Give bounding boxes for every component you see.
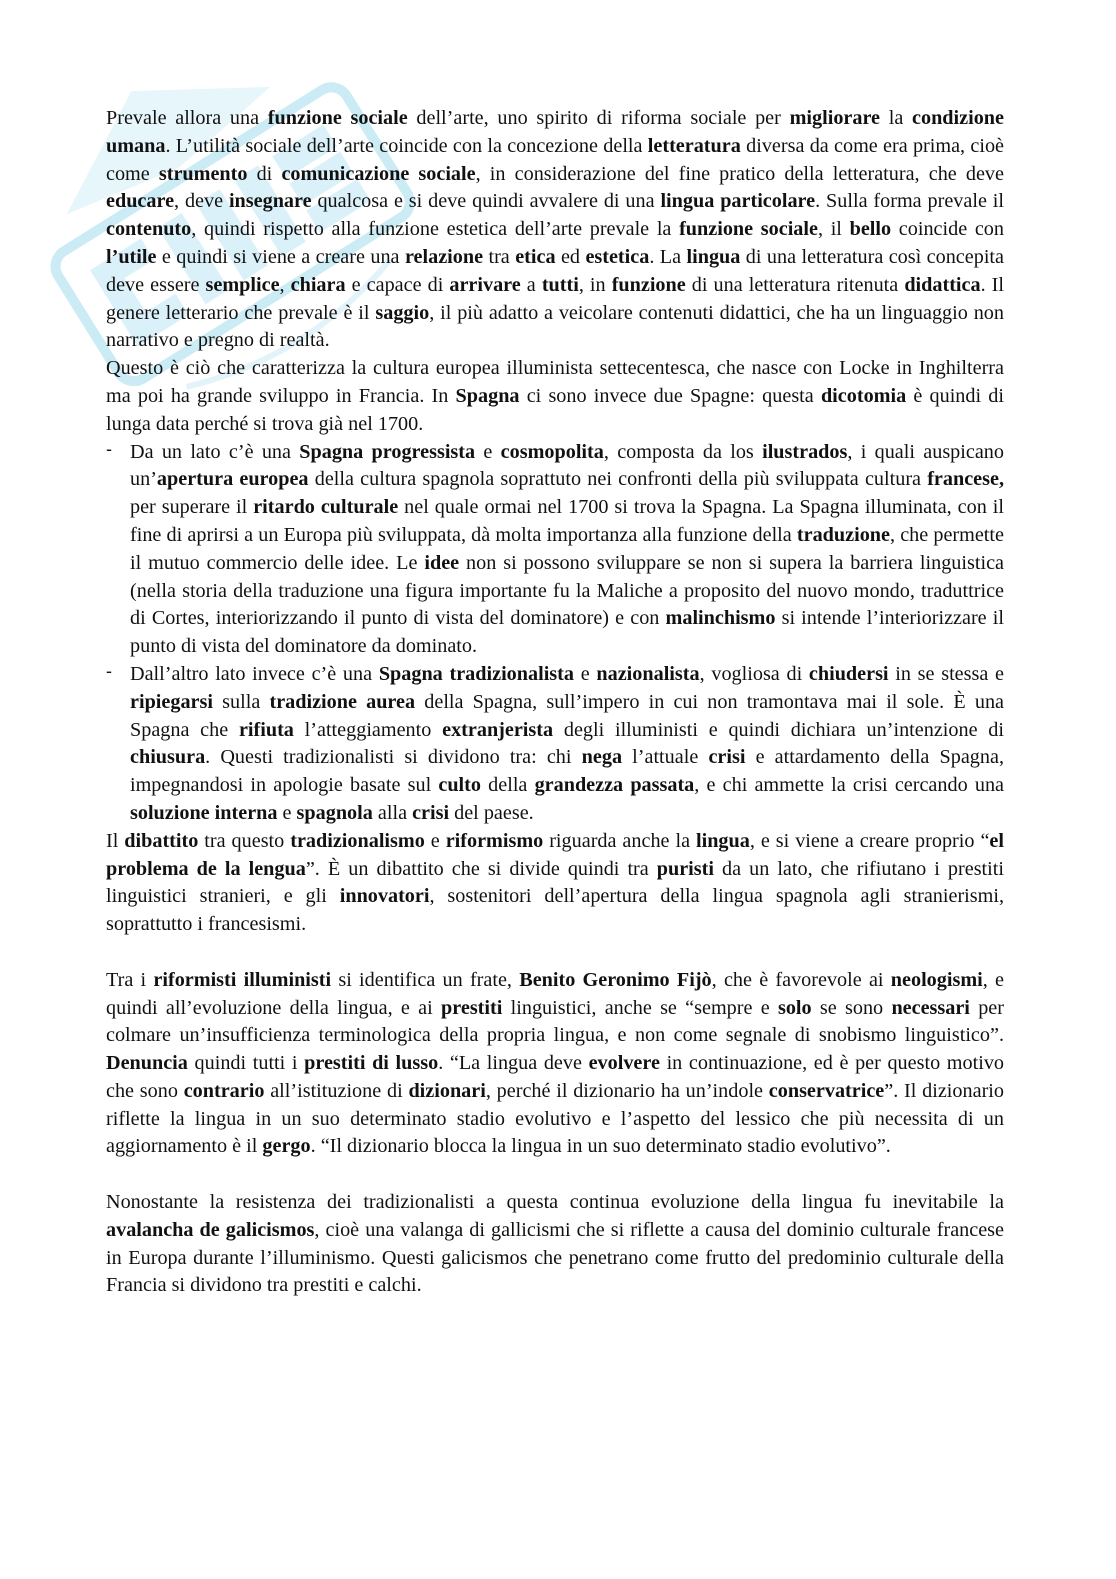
- bold-term: chiudersi: [808, 662, 889, 685]
- text-run: , vogliosa di: [699, 662, 809, 685]
- bold-term: spagnola: [296, 801, 373, 824]
- text-run: Il: [106, 829, 125, 852]
- text-run: , che è favorevole ai: [711, 968, 891, 991]
- text-run: , e si viene a creare proprio “: [749, 829, 990, 852]
- bold-term: funzione sociale: [267, 107, 408, 129]
- bold-term: funzione sociale: [679, 218, 818, 241]
- text-run: tra: [483, 245, 516, 268]
- text-run: . Questi tradizionalisti si dividono tra: chi: [205, 746, 582, 769]
- bold-term: tradizionalismo: [290, 829, 425, 852]
- bold-term: tutti: [541, 273, 579, 296]
- bold-term: neologismi: [890, 968, 983, 991]
- text-run: , e quindi all’evoluzione della lingua, e ai: [106, 968, 1004, 1019]
- bold-term: ritardo culturale: [253, 496, 399, 519]
- text-run: alla: [372, 801, 413, 824]
- bold-term: lingua particolare: [660, 190, 816, 213]
- bold-term: riformisti illuministi: [153, 968, 332, 991]
- text-run: , perché il dizionario ha un’indole: [485, 1079, 769, 1102]
- bold-term: strumento: [158, 162, 248, 185]
- paragraph: [106, 105, 1004, 355]
- text-run: quindi tutti i: [187, 1052, 305, 1075]
- bold-term: nega: [581, 746, 623, 769]
- bold-term: contrario: [183, 1079, 265, 1102]
- text-run: diversa da come era prima, cioè come: [106, 134, 1005, 185]
- bold-term: traduzione: [796, 523, 890, 546]
- text-run: all’istituzione di: [264, 1079, 409, 1102]
- bold-term: contenuto: [106, 218, 192, 241]
- bold-term: evolvere: [588, 1052, 660, 1075]
- text-run: , composta da los: [603, 440, 763, 463]
- text-run: e: [573, 662, 597, 685]
- text-run: si intende l’interiorizzare il punto di vista del dominatore da dominato.: [130, 607, 1004, 658]
- text-run: di: [247, 162, 282, 185]
- bold-term: insegnare: [228, 190, 312, 213]
- text-run: . La: [649, 245, 687, 268]
- bold-term: idee: [424, 551, 460, 574]
- text-run: di una letteratura così concepita deve essere: [106, 245, 1004, 296]
- bold-term: migliorare: [789, 107, 881, 129]
- bold-term: condizione umana: [106, 107, 1004, 157]
- bold-term: culto: [438, 774, 481, 797]
- text-run: degli illuministi e quindi dichiara un’intenzione di: [553, 718, 1004, 741]
- text-run: ci sono invece due Spagne: questa: [519, 384, 821, 407]
- text-run: Dall’altro lato invece c’è una: [130, 662, 379, 685]
- bold-term: rifiuta: [238, 718, 294, 741]
- text-run: tra questo: [198, 829, 291, 852]
- text-run: , sostenitori dell’apertura della lingua spagnola agli stranierismi, soprattutto i francesismi.: [106, 885, 1004, 936]
- text-run: , i quali auspicano un’: [130, 440, 1004, 491]
- bold-term: riformismo: [445, 829, 544, 852]
- bold-term: educare: [106, 190, 175, 213]
- text-run: . Sulla forma prevale il: [815, 190, 1005, 213]
- bold-term: solo: [777, 996, 812, 1019]
- text-run: , deve: [174, 190, 229, 213]
- paragraph: [106, 828, 1004, 939]
- bold-term: el problema de la lengua: [106, 829, 1004, 880]
- text-run: riguarda anche la: [543, 829, 696, 852]
- bold-term: chiusura: [130, 746, 206, 769]
- bold-term: innovatori: [339, 885, 430, 908]
- bold-term: grandezza passata: [534, 774, 695, 797]
- text-run: , in: [578, 273, 612, 296]
- text-run: per superare il: [130, 496, 254, 519]
- bold-term: funzione: [611, 273, 686, 296]
- text-run: , quindi rispetto alla funzione estetica dell’arte prevale la: [191, 218, 680, 241]
- text-run: sulla: [212, 690, 270, 713]
- text-run: Tra i: [106, 968, 154, 991]
- text-run: , cioè una valanga di gallicismi che si riflette a causa del dominio culturale francese in Europa durante l’illuminismo. Questi galicismos che penetrano come frutto del predominio culturale della Francia si dividono tra prestiti e calchi.: [106, 1218, 1004, 1297]
- text-run: da un lato, che rifiutano i prestiti linguistici stranieri, e gli: [106, 857, 1004, 908]
- text-run: Da un lato c’è una: [130, 440, 300, 463]
- bold-term: gergo: [262, 1135, 311, 1158]
- text-run: , e chi ammette la crisi cercando una: [694, 774, 1004, 797]
- text-run: a: [520, 273, 542, 296]
- text-run: ”. Il dizionario riflette la lingua in un suo determinato stadio evolutivo e l’aspetto del lessico che più necessita di un aggiornamento è il: [106, 1079, 1004, 1158]
- text-run: ed: [555, 245, 586, 268]
- bold-term: francese,: [927, 468, 1004, 491]
- bold-term: l’utile: [106, 245, 157, 268]
- bold-term: dicotomia: [820, 384, 907, 407]
- text-run: , il: [817, 218, 850, 241]
- bold-term: lingua: [695, 829, 750, 852]
- bold-term: semplice: [205, 273, 280, 296]
- text-run: dell’arte, uno spirito di riforma sociale per: [407, 107, 790, 129]
- paragraph-gap: [106, 1161, 1004, 1189]
- bold-term: didattica: [904, 273, 981, 296]
- bold-term: extranjerista: [442, 718, 554, 741]
- text-run: linguistici, anche se “sempre e: [502, 996, 778, 1019]
- text-run: e capace di: [345, 273, 450, 296]
- text-run: , in considerazione del fine pratico della letteratura, che deve: [475, 162, 1004, 185]
- text-run: . Il genere letterario che prevale è il: [106, 273, 1005, 324]
- bold-term: necessari: [891, 996, 970, 1019]
- text-run: e: [424, 829, 446, 852]
- bold-term: estetica: [585, 245, 650, 268]
- text-run: del paese.: [449, 801, 534, 824]
- bold-term: crisi: [708, 746, 746, 769]
- text-run: se sono: [811, 996, 892, 1019]
- bold-term: Benito Geronimo Fijò: [519, 968, 712, 991]
- bold-term: relazione: [404, 245, 484, 268]
- text-run: ,: [279, 273, 291, 296]
- text-run: della cultura spagnola soprattuto nei confronti della più sviluppata cultura: [308, 468, 928, 491]
- text-run: Nonostante la resistenza dei tradizionalisti a questa continua evoluzione della lingua fu inevitabile la: [106, 1191, 1004, 1214]
- bold-term: dibattito: [124, 829, 199, 852]
- text-run: della Spagna, sull’impero in cui non tramontava mai il sole. È una Spagna che: [130, 690, 1004, 741]
- bold-term: arrivare: [449, 273, 521, 296]
- text-run: qualcosa e si deve quindi avvalere di una: [311, 190, 661, 213]
- text-run: nel quale ormai nel 1700 si trova la Spagna. La Spagna illuminata, con il fine di aprirsi a un Europa più sviluppata, dà molta importanza alla funzione della: [130, 496, 1004, 546]
- text-run: e attardamento della Spagna, impegnandosi in apologie basate sul: [130, 746, 1004, 797]
- bold-term: comunicazione sociale: [281, 162, 476, 185]
- text-run: , il più adatto a veicolare contenuti didattici, che ha un linguaggio non narrativo e pregno di realtà.: [106, 301, 1004, 352]
- text-run: per colmare un’insufficienza terminologica della propria lingua, e non come segnale di snobismo linguistico”.: [106, 996, 1004, 1047]
- bold-term: Spagna progressista: [299, 440, 476, 463]
- text-run: l’atteggiamento: [293, 718, 443, 741]
- dash-list: [106, 439, 1004, 828]
- bold-term: apertura europea: [156, 468, 309, 491]
- bold-term: etica: [515, 245, 556, 268]
- text-run: . L’utilità sociale dell’arte coincide con la concezione della: [165, 134, 648, 157]
- bold-term: tradizione aurea: [269, 690, 416, 713]
- bold-term: Spagna tradizionalista: [378, 662, 574, 685]
- bold-term: dizionari: [408, 1079, 486, 1102]
- bold-term: chiara: [290, 273, 346, 296]
- paragraph: [106, 355, 1004, 438]
- bold-term: nazionalista: [596, 662, 700, 685]
- text-run: in continuazione, ed è per questo motivo che sono: [106, 1052, 1005, 1102]
- text-run: Questo è ciò che caratterizza la cultura europea illuminista settecentesca, che nasce con Locke in Inghilterra ma poi ha grande sviluppo in Francia. In: [106, 357, 1004, 407]
- bold-term: saggio: [375, 301, 430, 324]
- bold-term: prestiti di lusso: [304, 1052, 439, 1075]
- text-run: e: [277, 801, 297, 824]
- bold-term: soluzione interna: [130, 801, 278, 824]
- bold-term: letteratura: [647, 134, 741, 157]
- text-run: in se stessa e: [888, 662, 1004, 685]
- bold-term: avalancha de galicismos: [106, 1218, 315, 1241]
- text-run: l’attuale: [622, 746, 709, 769]
- list-item: [106, 661, 1004, 828]
- text-run: . “Il dizionario blocca la lingua in un suo determinato stadio evolutivo”.: [310, 1135, 891, 1158]
- text-run: non si possono sviluppare se non si supera la barriera linguistica (nella storia della traduzione una figura importante fu la Maliche a proposito del nuovo mondo, traduttrice di Cortes, interiorizzando il punto di vista del dominatore) e con: [130, 551, 1004, 630]
- bold-term: prestiti: [441, 996, 503, 1019]
- list-item: [106, 439, 1004, 661]
- text-run: della: [480, 774, 535, 797]
- paragraph: [106, 967, 1004, 1162]
- bold-term: bello: [849, 218, 892, 241]
- document-body: [106, 105, 1004, 1300]
- paragraph-gap: [106, 939, 1004, 967]
- bold-term: cosmopolita: [500, 440, 604, 463]
- bold-term: ripiegarsi: [130, 690, 213, 713]
- text-run: e: [475, 440, 501, 463]
- bold-term: puristi: [656, 857, 714, 880]
- text-run: di una letteratura ritenuta: [685, 273, 905, 296]
- text-run: è quindi di lunga data perché si trova già nel 1700.: [106, 384, 1004, 435]
- text-run: si identifica un frate,: [331, 968, 520, 991]
- bold-term: Spagna: [455, 384, 520, 407]
- bold-term: Denuncia: [106, 1052, 188, 1075]
- text-run: la: [880, 107, 913, 129]
- bold-term: crisi: [412, 801, 450, 824]
- bold-term: ilustrados: [762, 440, 848, 463]
- text-run: Prevale allora una: [106, 107, 268, 129]
- bold-term: malinchismo: [665, 607, 776, 630]
- text-run: . “La lingua deve: [438, 1052, 589, 1075]
- paragraph: [106, 1189, 1004, 1300]
- text-run: , che permette il mutuo commercio delle idee. Le: [130, 523, 1004, 574]
- bold-term: lingua: [686, 245, 741, 268]
- text-run: coincide con: [891, 218, 1004, 241]
- bold-term: conservatrice: [768, 1079, 885, 1102]
- text-run: e quindi si viene a creare una: [156, 245, 405, 268]
- text-run: ”. È un dibattito che si divide quindi tra: [305, 857, 657, 880]
